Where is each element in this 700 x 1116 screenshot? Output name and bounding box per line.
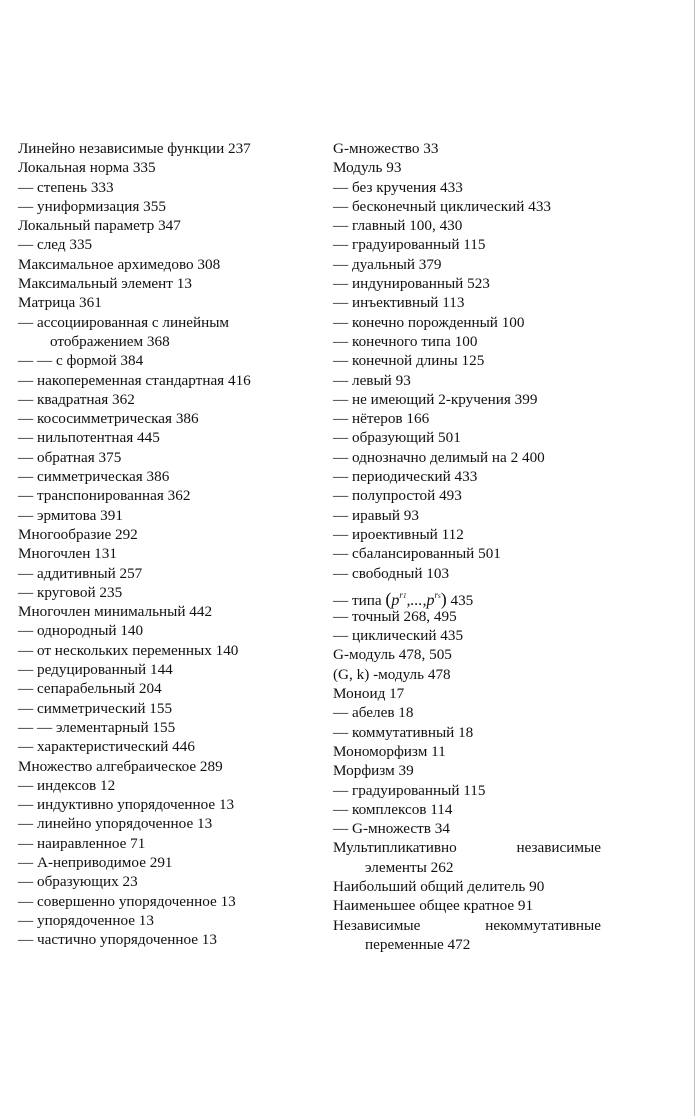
index-entry-continuation: отображением 368 (50, 332, 170, 350)
index-entry: — линейно упорядоченное 13 (18, 815, 213, 833)
index-entry: — — с формой 384 (18, 352, 144, 370)
index-entry: — абелев 18 (333, 704, 414, 722)
index-entry: — инъективный 113 (333, 294, 465, 312)
index-entry: — нильпотентная 445 (18, 429, 160, 447)
index-entry: Многообразие 292 (18, 525, 138, 543)
index-right-column (333, 139, 601, 954)
close-paren: ) (440, 588, 447, 609)
index-entry: Моноид 17 (333, 685, 405, 703)
index-entry: — сбалансированный 501 (333, 545, 501, 563)
index-entry: G-модуль 478, 505 (333, 646, 452, 664)
page-right-edge (694, 0, 695, 1116)
index-entry: — бесконечный циклический 433 (333, 197, 552, 215)
index-entry: — упорядоченное 13 (18, 911, 154, 929)
index-entry: — от нескольких переменных 140 (18, 641, 239, 659)
index-entry: — характеристический 446 (18, 738, 195, 756)
index-entry: Матрица 361 (18, 294, 102, 312)
index-entry: — транспонированная 362 (18, 487, 191, 505)
math-p: p (391, 591, 400, 609)
index-entry: G-множество 33 (333, 140, 439, 157)
index-entry: — образующих 23 (18, 873, 138, 891)
index-entry: — свободный 103 (333, 564, 450, 582)
math-dots: ,..., (406, 591, 427, 609)
index-entry: — однородный 140 (18, 622, 144, 640)
index-entry: — кососимметрическая 386 (18, 410, 199, 428)
index-entry: — конечного типа 100 (333, 332, 478, 350)
index-entry: — круговой 235 (18, 583, 123, 601)
index-entry: — симметрическая 386 (18, 468, 170, 486)
index-entry: — частично упорядоченное 13 (18, 931, 217, 949)
index-entry: — степень 333 (18, 178, 114, 196)
index-entry-justified (333, 838, 601, 857)
index-entry: — совершенно упорядоченное 13 (18, 892, 236, 910)
index-entry: — эрмитова 391 (18, 506, 123, 524)
index-entry: Модуль 93 (333, 159, 402, 177)
index-entry: — градуированный 115 (333, 236, 486, 254)
index-entry: Максимальное архимедово 308 (18, 255, 221, 273)
index-entry: — G-множеств 34 (333, 820, 450, 838)
index-entry: Линейно независимые функции 237 (18, 140, 251, 157)
index-entry: — левый 93 (333, 371, 411, 389)
index-entry: — симметрический 155 (18, 699, 173, 717)
index-entry: Локальная норма 335 (18, 159, 156, 177)
index-entry: — без кручения 433 (333, 178, 463, 196)
index-entry: Наибольший общий делитель 90 (333, 877, 545, 895)
index-entry: — накопеременная стандартная 416 (18, 371, 251, 389)
index-entry: Локальный параметр 347 (18, 217, 181, 235)
index-entry-module-type (333, 583, 601, 607)
index-entry-continuation: элементы 262 (365, 858, 454, 876)
index-entry: — аддитивный 257 (18, 564, 143, 582)
index-entry: Многочлен 131 (18, 545, 117, 563)
index-entry: — периодический 433 (333, 468, 478, 486)
index-entry: — редуцированный 144 (18, 661, 173, 679)
index-entry: — А-неприводимое 291 (18, 853, 173, 871)
index-entry: — индунированный 523 (333, 275, 490, 293)
index-left-column (18, 139, 318, 949)
index-entry: Мономорфизм 11 (333, 742, 446, 760)
index-entry: — след 335 (18, 236, 93, 254)
math-exponent-1: r1 (399, 589, 407, 600)
index-entry: — однозначно делимый на 2 400 (333, 448, 545, 466)
index-entry-continuation: переменные 472 (365, 935, 471, 953)
index-entry: — индуктивно упорядоченное 13 (18, 796, 235, 814)
index-entry: — нётеров 166 (333, 410, 430, 428)
index-entry: — — элементарный 155 (18, 718, 176, 736)
index-entry: — комплексов 114 (333, 800, 453, 818)
type-page: 435 (450, 591, 474, 609)
index-entry: — циклический 435 (333, 627, 464, 645)
index-entry-justified (333, 916, 601, 935)
index-entry: — ассоциированная с линейным (18, 313, 230, 331)
index-entry: Морфизм 39 (333, 762, 414, 780)
math-exponent-s: rs (434, 589, 441, 600)
justified-word: Независимые (333, 916, 421, 934)
index-entry: — дуальный 379 (333, 255, 442, 273)
index-entry: — градуированный 115 (333, 781, 486, 799)
index-entry: — сепарабельный 204 (18, 680, 162, 698)
index-entry: — главный 100, 430 (333, 217, 463, 235)
index-entry: — коммутативный 18 (333, 723, 474, 741)
open-paren: ( (385, 588, 392, 609)
index-entry: — униформизация 355 (18, 197, 166, 215)
index-entry: Максимальный элемент 13 (18, 275, 192, 293)
index-entry: Наименьшее общее кратное 91 (333, 897, 534, 915)
index-entry: — конечной длины 125 (333, 352, 485, 370)
type-prefix: — типа (333, 591, 382, 609)
index-entry: (G, k) -модуль 478 (333, 665, 451, 683)
justified-word: независимые (516, 839, 601, 857)
index-entry: — квадратная 362 (18, 390, 135, 408)
index-entry: Множество алгебраическое 289 (18, 757, 223, 775)
index-entry: — наиравленное 71 (18, 834, 146, 852)
justified-word: Мультипликативно (333, 839, 457, 857)
index-entry: — полупростой 493 (333, 487, 462, 505)
index-entry: — не имеющий 2-кручения 399 (333, 390, 538, 408)
index-entry: — конечно порожденный 100 (333, 313, 525, 331)
math-p: p (426, 591, 435, 609)
index-entry: — ироективный 112 (333, 525, 464, 543)
justified-word: некоммутативные (485, 916, 601, 934)
index-entry: — обратная 375 (18, 448, 122, 466)
index-entry: — точный 268, 495 (333, 607, 457, 625)
index-entry: — иравый 93 (333, 506, 419, 524)
index-entry: — образующий 501 (333, 429, 461, 447)
index-entry: — индексов 12 (18, 776, 116, 794)
index-entry: Многочлен минимальный 442 (18, 603, 213, 621)
